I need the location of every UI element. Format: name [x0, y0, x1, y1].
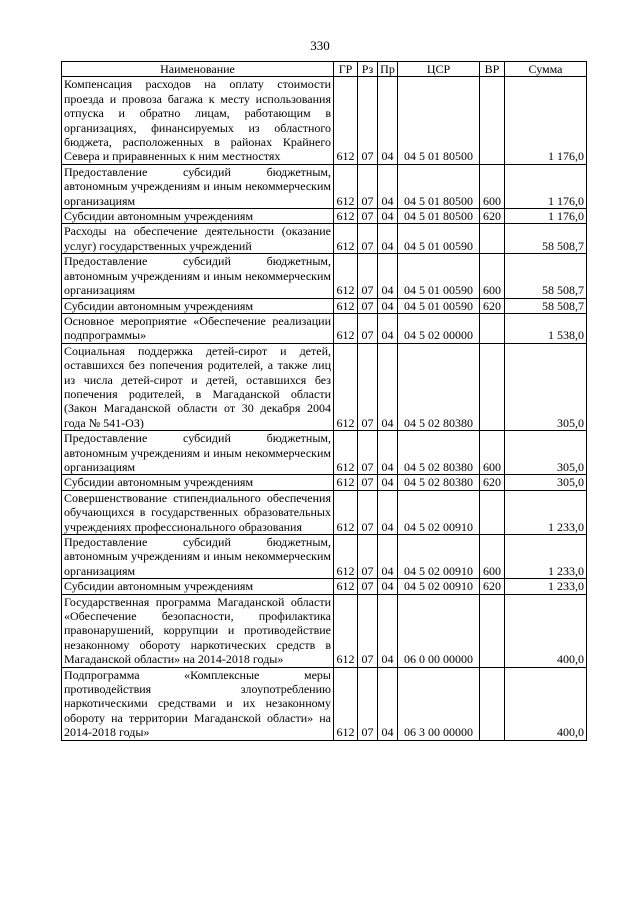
- cell-sum: 1 233,0: [505, 490, 587, 534]
- cell-sum: 1 538,0: [505, 313, 587, 343]
- header-vr: ВР: [480, 62, 505, 77]
- table-row: [62, 313, 587, 343]
- table-row: [62, 490, 587, 534]
- header-sum: Сумма: [505, 62, 587, 77]
- table-row: [62, 298, 587, 313]
- cell-name: Предоставление субсидий бюджетным, автономным учреждениям и иным некоммерческим организациям: [62, 164, 334, 208]
- cell-vr: 620: [480, 298, 505, 313]
- cell-vr: 600: [480, 535, 505, 579]
- cell-pr: 04: [378, 579, 398, 594]
- table-row: [62, 579, 587, 594]
- cell-csr: 04 5 01 80500: [398, 77, 480, 164]
- cell-rz: 07: [358, 535, 378, 579]
- cell-sum: 400,0: [505, 594, 587, 667]
- cell-gr: 612: [334, 254, 358, 298]
- cell-gr: 612: [334, 535, 358, 579]
- cell-rz: 07: [358, 490, 378, 534]
- cell-csr: 04 5 02 80380: [398, 431, 480, 475]
- cell-vr: [480, 77, 505, 164]
- cell-sum: 1 176,0: [505, 164, 587, 208]
- header-csr: ЦСР: [398, 62, 480, 77]
- cell-rz: 07: [358, 667, 378, 740]
- cell-sum: 305,0: [505, 343, 587, 430]
- cell-vr: 600: [480, 164, 505, 208]
- table-header-row: [62, 62, 587, 77]
- table-row: [62, 224, 587, 254]
- cell-pr: 04: [378, 298, 398, 313]
- table-row: [62, 343, 587, 430]
- header-name: Наименование: [62, 62, 334, 77]
- cell-sum: 305,0: [505, 475, 587, 490]
- cell-sum: 58 508,7: [505, 298, 587, 313]
- cell-gr: 612: [334, 209, 358, 224]
- cell-rz: 07: [358, 254, 378, 298]
- cell-pr: 04: [378, 164, 398, 208]
- cell-pr: 04: [378, 224, 398, 254]
- cell-gr: 612: [334, 77, 358, 164]
- cell-vr: 600: [480, 431, 505, 475]
- cell-rz: 07: [358, 431, 378, 475]
- cell-csr: 04 5 02 80380: [398, 343, 480, 430]
- cell-rz: 07: [358, 343, 378, 430]
- cell-rz: 07: [358, 594, 378, 667]
- budget-table: [61, 61, 587, 741]
- table-row: [62, 535, 587, 579]
- cell-gr: 612: [334, 224, 358, 254]
- cell-gr: 612: [334, 594, 358, 667]
- table-row: [62, 431, 587, 475]
- cell-gr: 612: [334, 343, 358, 430]
- cell-sum: 400,0: [505, 667, 587, 740]
- cell-pr: 04: [378, 77, 398, 164]
- page-number: 330: [310, 38, 330, 53]
- header-pr: Пр: [378, 62, 398, 77]
- cell-gr: 612: [334, 667, 358, 740]
- cell-name: Субсидии автономным учреждениям: [62, 209, 334, 224]
- cell-sum: 58 508,7: [505, 254, 587, 298]
- cell-sum: 1 176,0: [505, 77, 587, 164]
- cell-sum: 1 233,0: [505, 579, 587, 594]
- cell-rz: 07: [358, 209, 378, 224]
- cell-pr: 04: [378, 431, 398, 475]
- cell-vr: [480, 224, 505, 254]
- cell-pr: 04: [378, 254, 398, 298]
- cell-name: Субсидии автономным учреждениям: [62, 579, 334, 594]
- cell-gr: 612: [334, 298, 358, 313]
- cell-csr: 04 5 02 80380: [398, 475, 480, 490]
- table-row: [62, 77, 587, 164]
- cell-pr: 04: [378, 594, 398, 667]
- cell-pr: 04: [378, 490, 398, 534]
- cell-csr: 04 5 01 00590: [398, 224, 480, 254]
- cell-pr: 04: [378, 535, 398, 579]
- cell-name: Подпрограмма «Комплексные меры противодействия злоупотреблению наркотическими средствами и их незаконному обороту на территории Магаданской области» на 2014-2018 годы»: [62, 667, 334, 740]
- cell-name: Социальная поддержка детей-сирот и детей, оставшихся без попечения родителей, а также лиц из числа детей-сирот и детей, оставшихся без попечения родителей, в Магаданской области (Закон Магаданской области от 30 декабря 2004 года № 541-ОЗ): [62, 343, 334, 430]
- cell-csr: 06 3 00 00000: [398, 667, 480, 740]
- cell-gr: 612: [334, 313, 358, 343]
- cell-rz: 07: [358, 224, 378, 254]
- cell-name: Предоставление субсидий бюджетным, автономным учреждениям и иным некоммерческим организациям: [62, 431, 334, 475]
- cell-name: Субсидии автономным учреждениям: [62, 475, 334, 490]
- cell-name: Совершенствование стипендиального обеспечения обучающихся в государственных образовательных учреждениях профессионального образования: [62, 490, 334, 534]
- header-gr: ГР: [334, 62, 358, 77]
- cell-vr: [480, 490, 505, 534]
- cell-csr: 04 5 01 00590: [398, 298, 480, 313]
- cell-rz: 07: [358, 579, 378, 594]
- table-row: [62, 594, 587, 667]
- cell-vr: 600: [480, 254, 505, 298]
- cell-vr: 620: [480, 475, 505, 490]
- cell-pr: 04: [378, 667, 398, 740]
- cell-rz: 07: [358, 77, 378, 164]
- cell-gr: 612: [334, 431, 358, 475]
- cell-rz: 07: [358, 313, 378, 343]
- cell-vr: [480, 667, 505, 740]
- cell-pr: 04: [378, 313, 398, 343]
- cell-gr: 612: [334, 475, 358, 490]
- cell-csr: 04 5 02 00910: [398, 490, 480, 534]
- cell-csr: 04 5 01 80500: [398, 164, 480, 208]
- cell-name: Субсидии автономным учреждениям: [62, 298, 334, 313]
- cell-name: Государственная программа Магаданской области «Обеспечение безопасности, профилактика правонарушений, коррупции и противодействие незаконному обороту наркотических средств в Магаданской области» на 2014-2018 годы»: [62, 594, 334, 667]
- cell-rz: 07: [358, 475, 378, 490]
- table-row: [62, 164, 587, 208]
- cell-csr: 04 5 02 00000: [398, 313, 480, 343]
- cell-pr: 04: [378, 343, 398, 430]
- cell-sum: 1 233,0: [505, 535, 587, 579]
- table-row: [62, 667, 587, 740]
- cell-csr: 06 0 00 00000: [398, 594, 480, 667]
- cell-vr: [480, 313, 505, 343]
- cell-name: Предоставление субсидий бюджетным, автономным учреждениям и иным некоммерческим организациям: [62, 254, 334, 298]
- cell-sum: 58 508,7: [505, 224, 587, 254]
- cell-pr: 04: [378, 209, 398, 224]
- cell-rz: 07: [358, 298, 378, 313]
- table-row: [62, 209, 587, 224]
- cell-gr: 612: [334, 490, 358, 534]
- header-rz: Рз: [358, 62, 378, 77]
- cell-sum: 305,0: [505, 431, 587, 475]
- table-row: [62, 475, 587, 490]
- cell-name: Расходы на обеспечение деятельности (оказание услуг) государственных учреждений: [62, 224, 334, 254]
- cell-csr: 04 5 02 00910: [398, 535, 480, 579]
- cell-vr: 620: [480, 579, 505, 594]
- cell-name: Предоставление субсидий бюджетным, автономным учреждениям и иным некоммерческим организациям: [62, 535, 334, 579]
- cell-gr: 612: [334, 579, 358, 594]
- cell-sum: 1 176,0: [505, 209, 587, 224]
- cell-name: Основное мероприятие «Обеспечение реализации подпрограммы»: [62, 313, 334, 343]
- cell-gr: 612: [334, 164, 358, 208]
- cell-vr: [480, 343, 505, 430]
- cell-rz: 07: [358, 164, 378, 208]
- cell-vr: 620: [480, 209, 505, 224]
- cell-pr: 04: [378, 475, 398, 490]
- cell-csr: 04 5 01 80500: [398, 209, 480, 224]
- cell-name: Компенсация расходов на оплату стоимости проезда и провоза багажа к месту использования отпуска и обратно лицам, работающим в организациях, финансируемых из областного бюджета, расположенных в районах Крайнего Севера и приравненных к ним местностях: [62, 77, 334, 164]
- cell-csr: 04 5 02 00910: [398, 579, 480, 594]
- cell-csr: 04 5 01 00590: [398, 254, 480, 298]
- table-body: [62, 77, 587, 740]
- cell-vr: [480, 594, 505, 667]
- table-row: [62, 254, 587, 298]
